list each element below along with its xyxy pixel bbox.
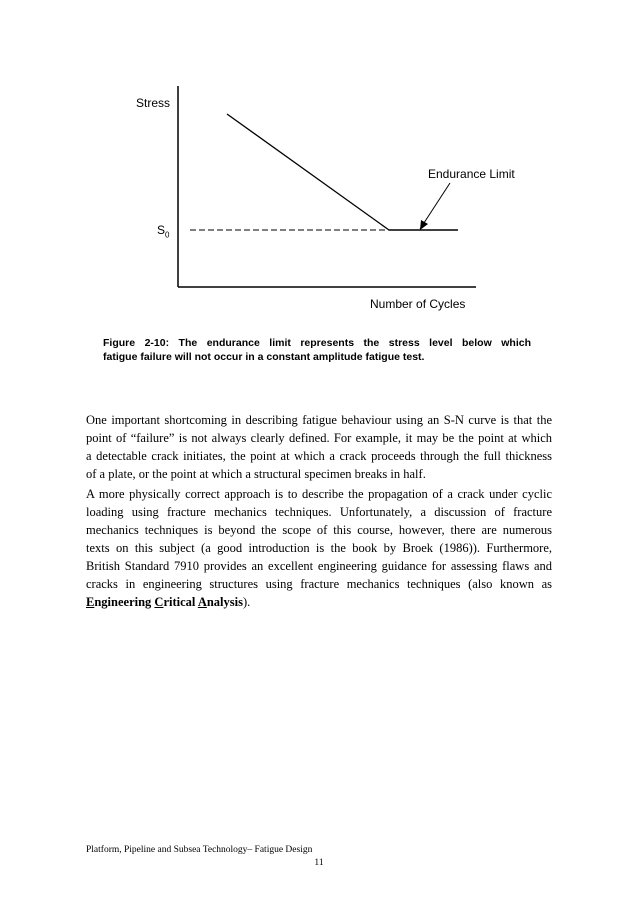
text-line: of a plate, or the point at which a structural specimen breaks in half. (86, 467, 426, 481)
text-line: mechanics techniques is beyond the scope of this course, however, there are numerous (86, 523, 552, 537)
sn-curve-graphic (0, 0, 638, 330)
s0-label: $S_0$ (157, 223, 170, 240)
arrow-head-icon (420, 220, 428, 230)
footer-title: Platform, Pipeline and Subsea Technology– Fatigue Design (86, 845, 313, 855)
text-line-eca: Engineering Critical Analysis). (86, 595, 251, 609)
text-line: point of “failure” is not always clearly defined. For example, it may be the point at which (86, 431, 552, 445)
paragraph-1 (86, 411, 552, 483)
figure-caption (103, 336, 531, 364)
sn-curve-slope (227, 114, 389, 230)
caption-line: Figure 2-10: The endurance limit represents the stress level below which (103, 337, 531, 349)
caption-line: fatigue failure will not occur in a constant amplitude fatigue test. (103, 351, 425, 363)
text-line: A more physically correct approach is to describe the propagation of a crack under cyclic (86, 487, 552, 501)
text-line: British Standard 7910 provides an excellent engineering guidance for assessing flaws and (86, 559, 552, 573)
endurance-limit-annotation: Endurance Limit (428, 167, 515, 181)
y-axis-label: Stress (136, 96, 171, 110)
x-axis-label: Number of Cycles (370, 297, 466, 311)
page-number: 11 (314, 858, 324, 868)
sn-curve-figure (0, 0, 638, 330)
text-line: texts on this subject (a good introduction is the book by Broek (1986)). Furthermore, (86, 541, 552, 555)
paragraph-2 (86, 485, 552, 611)
text-line: a detectable crack initiates, the point at which a crack proceeds through the full thickness (86, 449, 552, 463)
eca-term: Engineering Critical Analysis (86, 595, 243, 609)
text-line: cracks in engineering structures using fracture mechanics techniques (also known as (86, 577, 552, 591)
text-line: One important shortcoming in describing fatigue behaviour using an S-N curve is that the (86, 413, 552, 427)
text-line: loading using fracture mechanics techniques. Unfortunately, a discussion of fracture (86, 505, 552, 519)
